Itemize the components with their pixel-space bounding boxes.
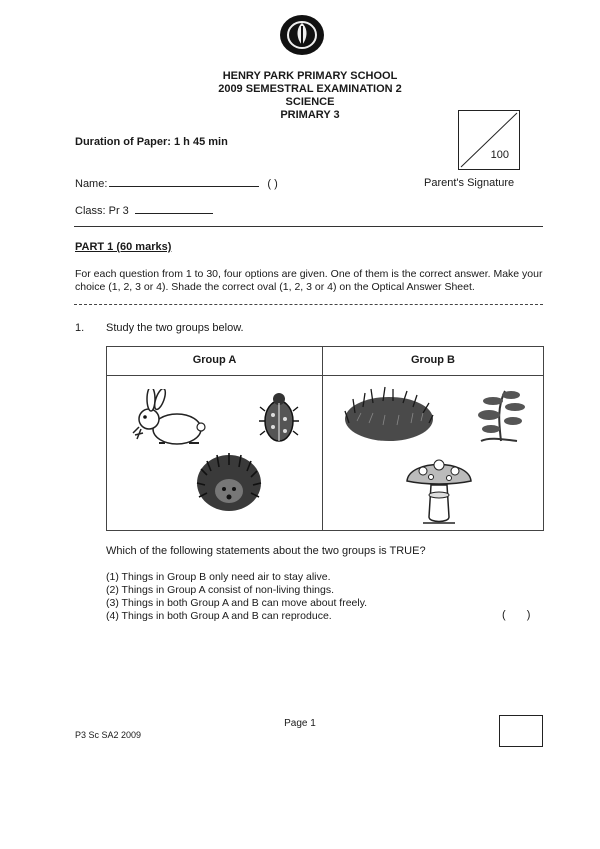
- part-title: PART 1 (60 marks): [75, 241, 172, 253]
- option-4: (4) Things in both Group A and B can reproduce.: [106, 610, 332, 622]
- group-a-title: Group A: [192, 354, 237, 366]
- question-number: 1.: [75, 322, 85, 334]
- total-marks-box: [458, 110, 520, 170]
- fern-icon: [471, 383, 533, 445]
- part-instructions: For each question from 1 to 30, four options are given. One of them is the correct answer. Make your choice (1, 2, 3 or 4). Shade the correct oval (1, 2, 3 or 4) on the Optical Answer Sheet.: [75, 268, 543, 293]
- answer-options: [106, 571, 367, 623]
- beetle-icon: [259, 389, 299, 445]
- name-blank[interactable]: [109, 177, 259, 187]
- question-stem: Which of the following statements about the two groups is TRUE?: [106, 545, 426, 557]
- name-label: Name:: [75, 178, 108, 190]
- hedgehog-icon: [193, 449, 265, 515]
- parent-signature-label: Parent's Signature: [424, 177, 515, 189]
- groups-table: [106, 346, 544, 531]
- mushroom-icon: [403, 451, 475, 527]
- diagonal-line-icon: [459, 111, 519, 169]
- class-blank[interactable]: [135, 204, 213, 214]
- header-divider: [107, 375, 543, 376]
- class-field[interactable]: [75, 204, 213, 217]
- paper-duration: Duration of Paper: 1 h 45 min: [75, 136, 228, 148]
- school-crest-icon: [279, 14, 325, 56]
- index-number-blank[interactable]: ( ): [267, 178, 278, 190]
- answer-blank[interactable]: ( ): [502, 609, 531, 621]
- question-prompt: Study the two groups below.: [106, 322, 244, 334]
- class-label: Class: Pr 3: [75, 205, 129, 217]
- paper-code: P3 Sc SA2 2009: [75, 730, 142, 740]
- page-number: Page 1: [284, 718, 316, 729]
- name-field[interactable]: [75, 177, 278, 190]
- exam-title: 2009 SEMESTRAL EXAMINATION 2: [218, 83, 402, 95]
- school-name: HENRY PARK PRIMARY SCHOOL: [222, 70, 398, 82]
- dashed-divider: [74, 304, 543, 305]
- page-score-box: [499, 715, 543, 747]
- total-marks: 100: [490, 149, 509, 161]
- group-b-title: Group B: [411, 354, 455, 366]
- subject-title: SCIENCE: [285, 96, 335, 108]
- option-2: (2) Things in Group A consist of non-living things.: [106, 584, 335, 596]
- level-title: PRIMARY 3: [280, 109, 340, 121]
- option-1: (1) Things in Group B only need air to stay alive.: [106, 571, 331, 583]
- divider: [74, 226, 543, 227]
- moss-icon: [343, 383, 435, 445]
- option-3: (3) Things in both Group A and B can move about freely.: [106, 597, 368, 609]
- rabbit-icon: [129, 389, 207, 451]
